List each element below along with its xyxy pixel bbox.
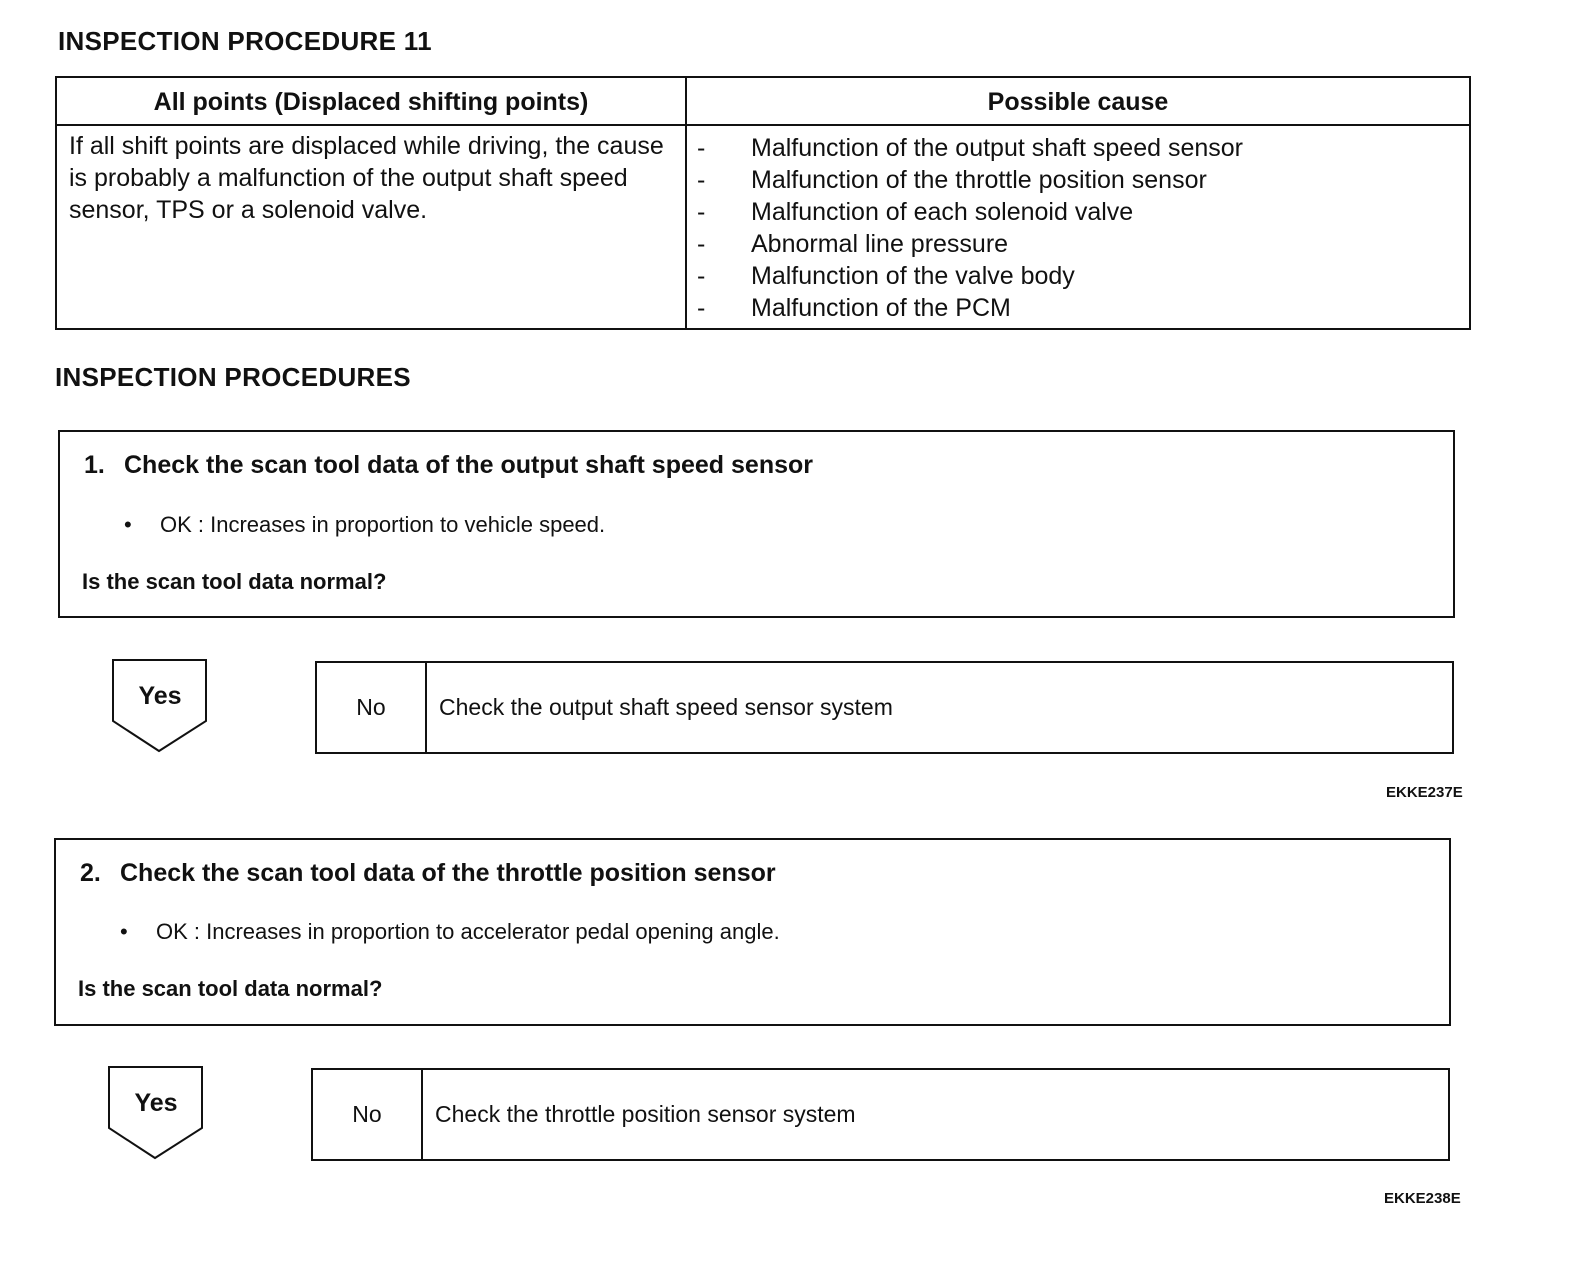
no-divider [425, 663, 427, 752]
procedure-title-text: Check the scan tool data of the throttle position sensor [120, 859, 776, 887]
procedure-2-ok [120, 919, 780, 945]
procedure-1-question: Is the scan tool data normal? [82, 569, 387, 594]
cause-text: Malfunction of the PCM [751, 294, 1011, 322]
dash-bullet: - [697, 134, 706, 162]
no-action: Check the output shaft speed sensor system [439, 694, 893, 720]
procedure-2-question: Is the scan tool data normal? [78, 976, 383, 1001]
possible-cause-column-header: Possible cause [987, 88, 1169, 116]
cause-text: Abnormal line pressure [751, 230, 1009, 258]
dash-bullet: - [697, 166, 706, 194]
procedure-title-text: Check the scan tool data of the output shaft speed sensor [124, 451, 813, 479]
procedure-1-no-box [315, 661, 1454, 754]
dash-bullet: - [697, 230, 706, 258]
no-divider [421, 1070, 423, 1159]
symptom-column-header: All points (Displaced shifting points) [153, 88, 589, 116]
page-title: INSPECTION PROCEDURE 11 [58, 26, 432, 56]
table-header-divider [57, 124, 1469, 126]
no-action: Check the throttle position sensor system [435, 1101, 856, 1127]
bullet: • [120, 919, 128, 944]
cause-text: Malfunction of the valve body [751, 262, 1075, 290]
yes-label: Yes [138, 682, 182, 710]
yes-label: Yes [134, 1089, 178, 1117]
dash-bullet: - [697, 294, 706, 322]
cause-text: Malfunction of the output shaft speed sensor [751, 134, 1243, 162]
procedure-2-title [80, 859, 776, 888]
symptom-description: If all shift points are displaced while driving, the cause is probably a malfunction of the output shaft speed sensor, TPS or a solenoid valve. [69, 132, 664, 224]
dash-bullet: - [697, 198, 706, 226]
procedure-1-ok [124, 512, 605, 538]
dash-bullet: - [697, 262, 706, 290]
figure-code: EKKE237E [1386, 784, 1463, 801]
procedures-heading: INSPECTION PROCEDURES [55, 362, 411, 392]
no-label: No [352, 1101, 382, 1127]
no-label: No [356, 694, 386, 720]
procedure-1-title [84, 451, 813, 480]
procedure-2-no-box [311, 1068, 1450, 1161]
bullet: • [124, 512, 132, 537]
cause-text: Malfunction of the throttle position sensor [751, 166, 1207, 194]
procedure-number: 1. [84, 451, 105, 479]
cause-table [55, 76, 1471, 330]
ok-criteria: OK : Increases in proportion to accelerator pedal opening angle. [156, 919, 780, 944]
ok-criteria: OK : Increases in proportion to vehicle speed. [160, 512, 606, 537]
cause-text: Malfunction of each solenoid valve [751, 198, 1134, 226]
figure-code: EKKE238E [1384, 1190, 1461, 1207]
procedure-number: 2. [80, 859, 101, 887]
